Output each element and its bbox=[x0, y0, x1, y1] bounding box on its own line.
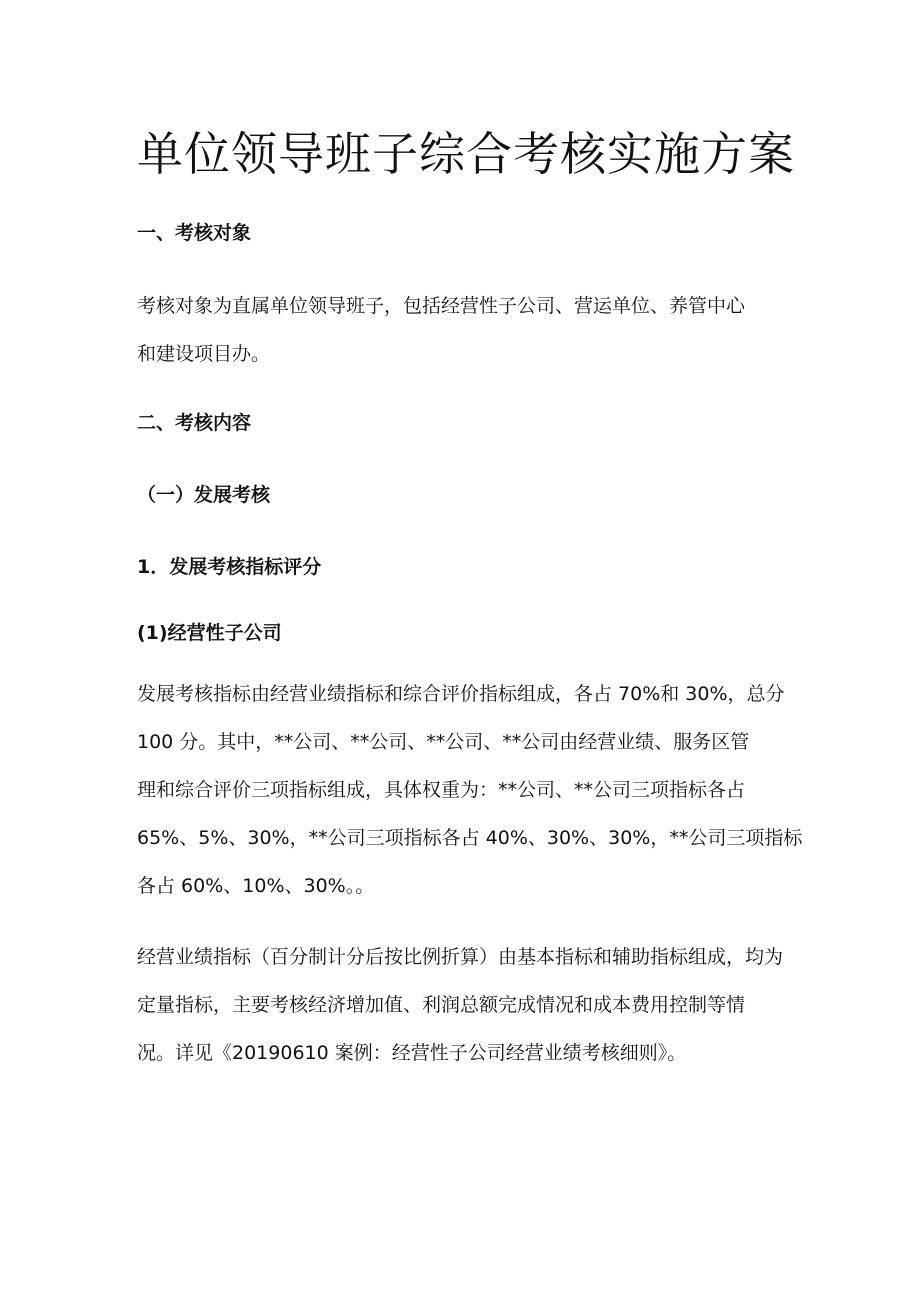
paragraph-line: 发展考核指标由经营业绩指标和综合评价指标组成，各占 70%和 30%，总分 bbox=[137, 683, 785, 705]
item-indicator-scoring: 1．发展考核指标评分 bbox=[137, 556, 322, 578]
paragraph-line: 100 分。其中，**公司、**公司、**公司、**公司由经营业绩、服务区管 bbox=[137, 731, 750, 753]
paragraph-line: 和建设项目办。 bbox=[137, 343, 271, 365]
section-1-paragraph bbox=[137, 282, 787, 378]
paragraph-line: 定量指标，主要考核经济增加值、利润总额完成情况和成本费用控制等情 bbox=[137, 994, 746, 1016]
business-performance-paragraph bbox=[137, 933, 787, 1077]
document-title: 单位领导班子综合考核实施方案 bbox=[137, 127, 795, 181]
development-indicator-paragraph bbox=[137, 670, 803, 910]
paragraph-line: 经营业绩指标（百分制计分后按比例折算）由基本指标和辅助指标组成，均为 bbox=[137, 946, 784, 968]
paragraph-line: 65%、5%、30%，**公司三项指标各占 40%、30%、30%，**公司三项指标 bbox=[137, 827, 803, 849]
subheading-development-assessment: （一）发展考核 bbox=[137, 484, 271, 506]
section-heading-1: 一、考核对象 bbox=[137, 222, 252, 244]
paragraph-line: 理和综合评价三项指标组成，具体权重为：**公司、**公司三项指标各占 bbox=[137, 779, 746, 801]
section-heading-2: 二、考核内容 bbox=[137, 412, 252, 434]
paragraph-line: 考核对象为直属单位领导班子，包括经营性子公司、营运单位、养管中心 bbox=[137, 295, 746, 317]
paragraph-line: 况。详见《20190610 案例：经营性子公司经营业绩考核细则》。 bbox=[137, 1042, 687, 1064]
paragraph-line: 各占 60%、10%、30%。。 bbox=[137, 875, 375, 897]
subitem-operating-subsidiaries: (1)经营性子公司 bbox=[137, 622, 282, 644]
